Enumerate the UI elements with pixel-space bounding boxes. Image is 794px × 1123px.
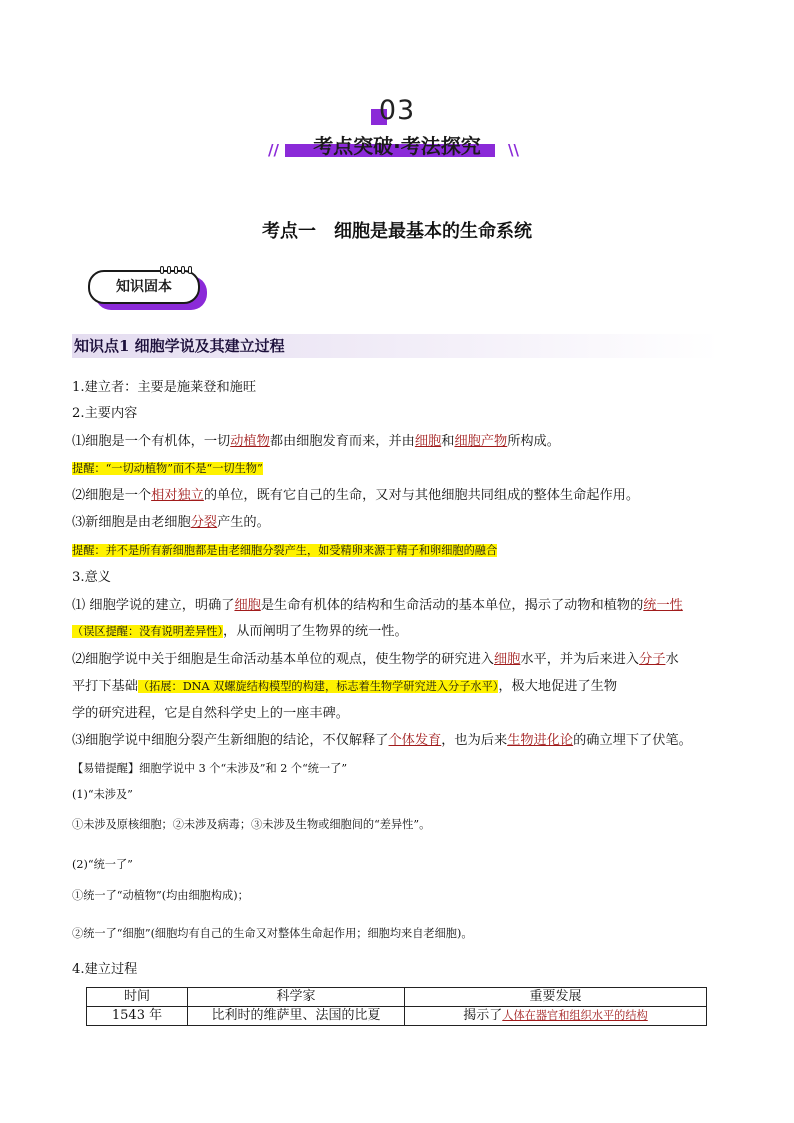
- text-span: 水平，并为后来进入: [520, 652, 640, 667]
- underlined-term: 个体发育: [388, 733, 442, 748]
- text-line: [72, 677, 617, 697]
- highlighted-reminder: 提醒：并不是所有新细胞都是由老细胞分裂产生，如受精卵来源于精子和卵细胞的融合: [72, 544, 498, 557]
- text-line: ②统一了“细胞”(细胞均有自己的生命又对整体生命起作用；细胞均来自老细胞)。: [72, 927, 473, 940]
- text-line: [72, 513, 270, 533]
- underlined-term: 细胞: [234, 598, 261, 613]
- text-line: [72, 486, 639, 506]
- text-line: 学的研究进程，它是自然科学史上的一座丰碑。: [72, 706, 349, 721]
- text-line: 4.建立过程: [72, 962, 138, 977]
- text-span: 和: [441, 434, 455, 449]
- table-cell: 比利时的维萨里、法国的比夏: [188, 1007, 405, 1026]
- text-line: (2)“统一了”: [72, 858, 133, 871]
- text-line: [72, 622, 408, 642]
- text-line: ①统一了“动植物”(均由细胞构成)；: [72, 889, 249, 902]
- slash-right-decoration: \\: [508, 141, 519, 159]
- reminder-line: [72, 459, 263, 479]
- table-cell: 1543 年: [87, 1007, 188, 1026]
- history-table: [86, 987, 707, 1026]
- underlined-term: 细胞: [414, 434, 442, 449]
- text-line: [72, 432, 560, 452]
- highlighted-reminder: （拓展：DNA 双螺旋结构模型的构建，标志着生物学研究进入分子水平）: [137, 680, 499, 693]
- underlined-term: 分裂: [190, 515, 218, 530]
- text-line: [72, 731, 692, 751]
- text-span: 水: [665, 652, 679, 667]
- text-span: 所构成。: [507, 434, 560, 449]
- knowledge-badge: 知识固本: [88, 270, 200, 304]
- table-header-cell: 科学家: [188, 988, 405, 1007]
- text-span: 揭示了: [463, 1008, 503, 1023]
- underlined-term: 分子: [639, 652, 666, 667]
- slash-left-decoration: //: [268, 141, 279, 159]
- text-span: 的确立埋下了伏笔。: [573, 733, 692, 748]
- text-span: ⑶新细胞是由老细胞: [72, 515, 191, 530]
- text-span: ⑶细胞学说中细胞分裂产生新细胞的结论，不仅解释了: [72, 733, 389, 748]
- highlighted-reminder: 提醒：“一切动植物”而不是“一切生物”: [72, 462, 263, 475]
- kaodian-title: 考点一 细胞是最基本的生命系统: [262, 221, 532, 242]
- text-line: ①未涉及原核细胞；②未涉及病毒；③未涉及生物或细胞间的“差异性”。: [72, 818, 431, 831]
- table-header-row: [87, 988, 707, 1007]
- section-number: 03: [378, 95, 416, 126]
- table-row: [87, 1007, 707, 1026]
- text-line: 【易错提醒】细胞学说中 3 个“未涉及”和 2 个“统一了”: [72, 762, 348, 775]
- table-cell: [405, 1007, 707, 1026]
- highlighted-reminder: （误区提醒：没有说明差异性）: [72, 625, 224, 638]
- text-span: 产生的。: [217, 515, 270, 530]
- text-line: 1.建立者：主要是施莱登和施旺: [72, 380, 257, 395]
- text-span: 都由细胞发育而来，并由: [269, 434, 415, 449]
- table-header-cell: 时间: [87, 988, 188, 1007]
- underlined-term: 细胞: [494, 652, 521, 667]
- text-line: (1)“未涉及”: [72, 788, 133, 801]
- text-span: ，从而阐明了生物界的统一性。: [223, 624, 408, 639]
- text-span: 的单位，既有它自己的生命，又对与其他细胞共同组成的整体生命起作用。: [203, 488, 640, 503]
- underlined-term: 统一性: [643, 598, 683, 613]
- text-span: 是生命有机体的结构和生命活动的基本单位，揭示了动物和植物的: [260, 598, 644, 613]
- underlined-term: 人体在器官和组织水平的结构: [502, 1009, 648, 1022]
- text-span: ，极大地促进了生物: [498, 679, 618, 694]
- underlined-term: 相对独立: [151, 488, 204, 503]
- text-line: 3.意义: [72, 570, 111, 585]
- underlined-term: 生物进化论: [507, 733, 574, 748]
- knowledge-point-title: 知识点1 细胞学说及其建立过程: [74, 337, 285, 355]
- underlined-term: 动植物: [230, 434, 270, 449]
- text-line: [72, 650, 679, 670]
- text-line: 2.主要内容: [72, 406, 138, 421]
- text-span: ⑵细胞学说中关于细胞是生命活动基本单位的观点，使生物学的研究进入: [72, 652, 494, 667]
- underlined-term: 细胞产物: [454, 434, 508, 449]
- notebook-rings-icon: [160, 266, 194, 274]
- text-line: [72, 596, 683, 616]
- text-span: ⑵细胞是一个: [72, 488, 152, 503]
- text-span: ，也为后来: [441, 733, 508, 748]
- table-header-cell: 重要发展: [405, 988, 707, 1007]
- reminder-line: [72, 541, 497, 561]
- section-title: 考点突破·考法探究: [313, 134, 481, 158]
- text-span: ⑴细胞是一个有机体，一切: [72, 434, 231, 449]
- text-span: ⑴ 细胞学说的建立，明确了: [72, 598, 235, 613]
- text-span: 平打下基础: [72, 679, 138, 694]
